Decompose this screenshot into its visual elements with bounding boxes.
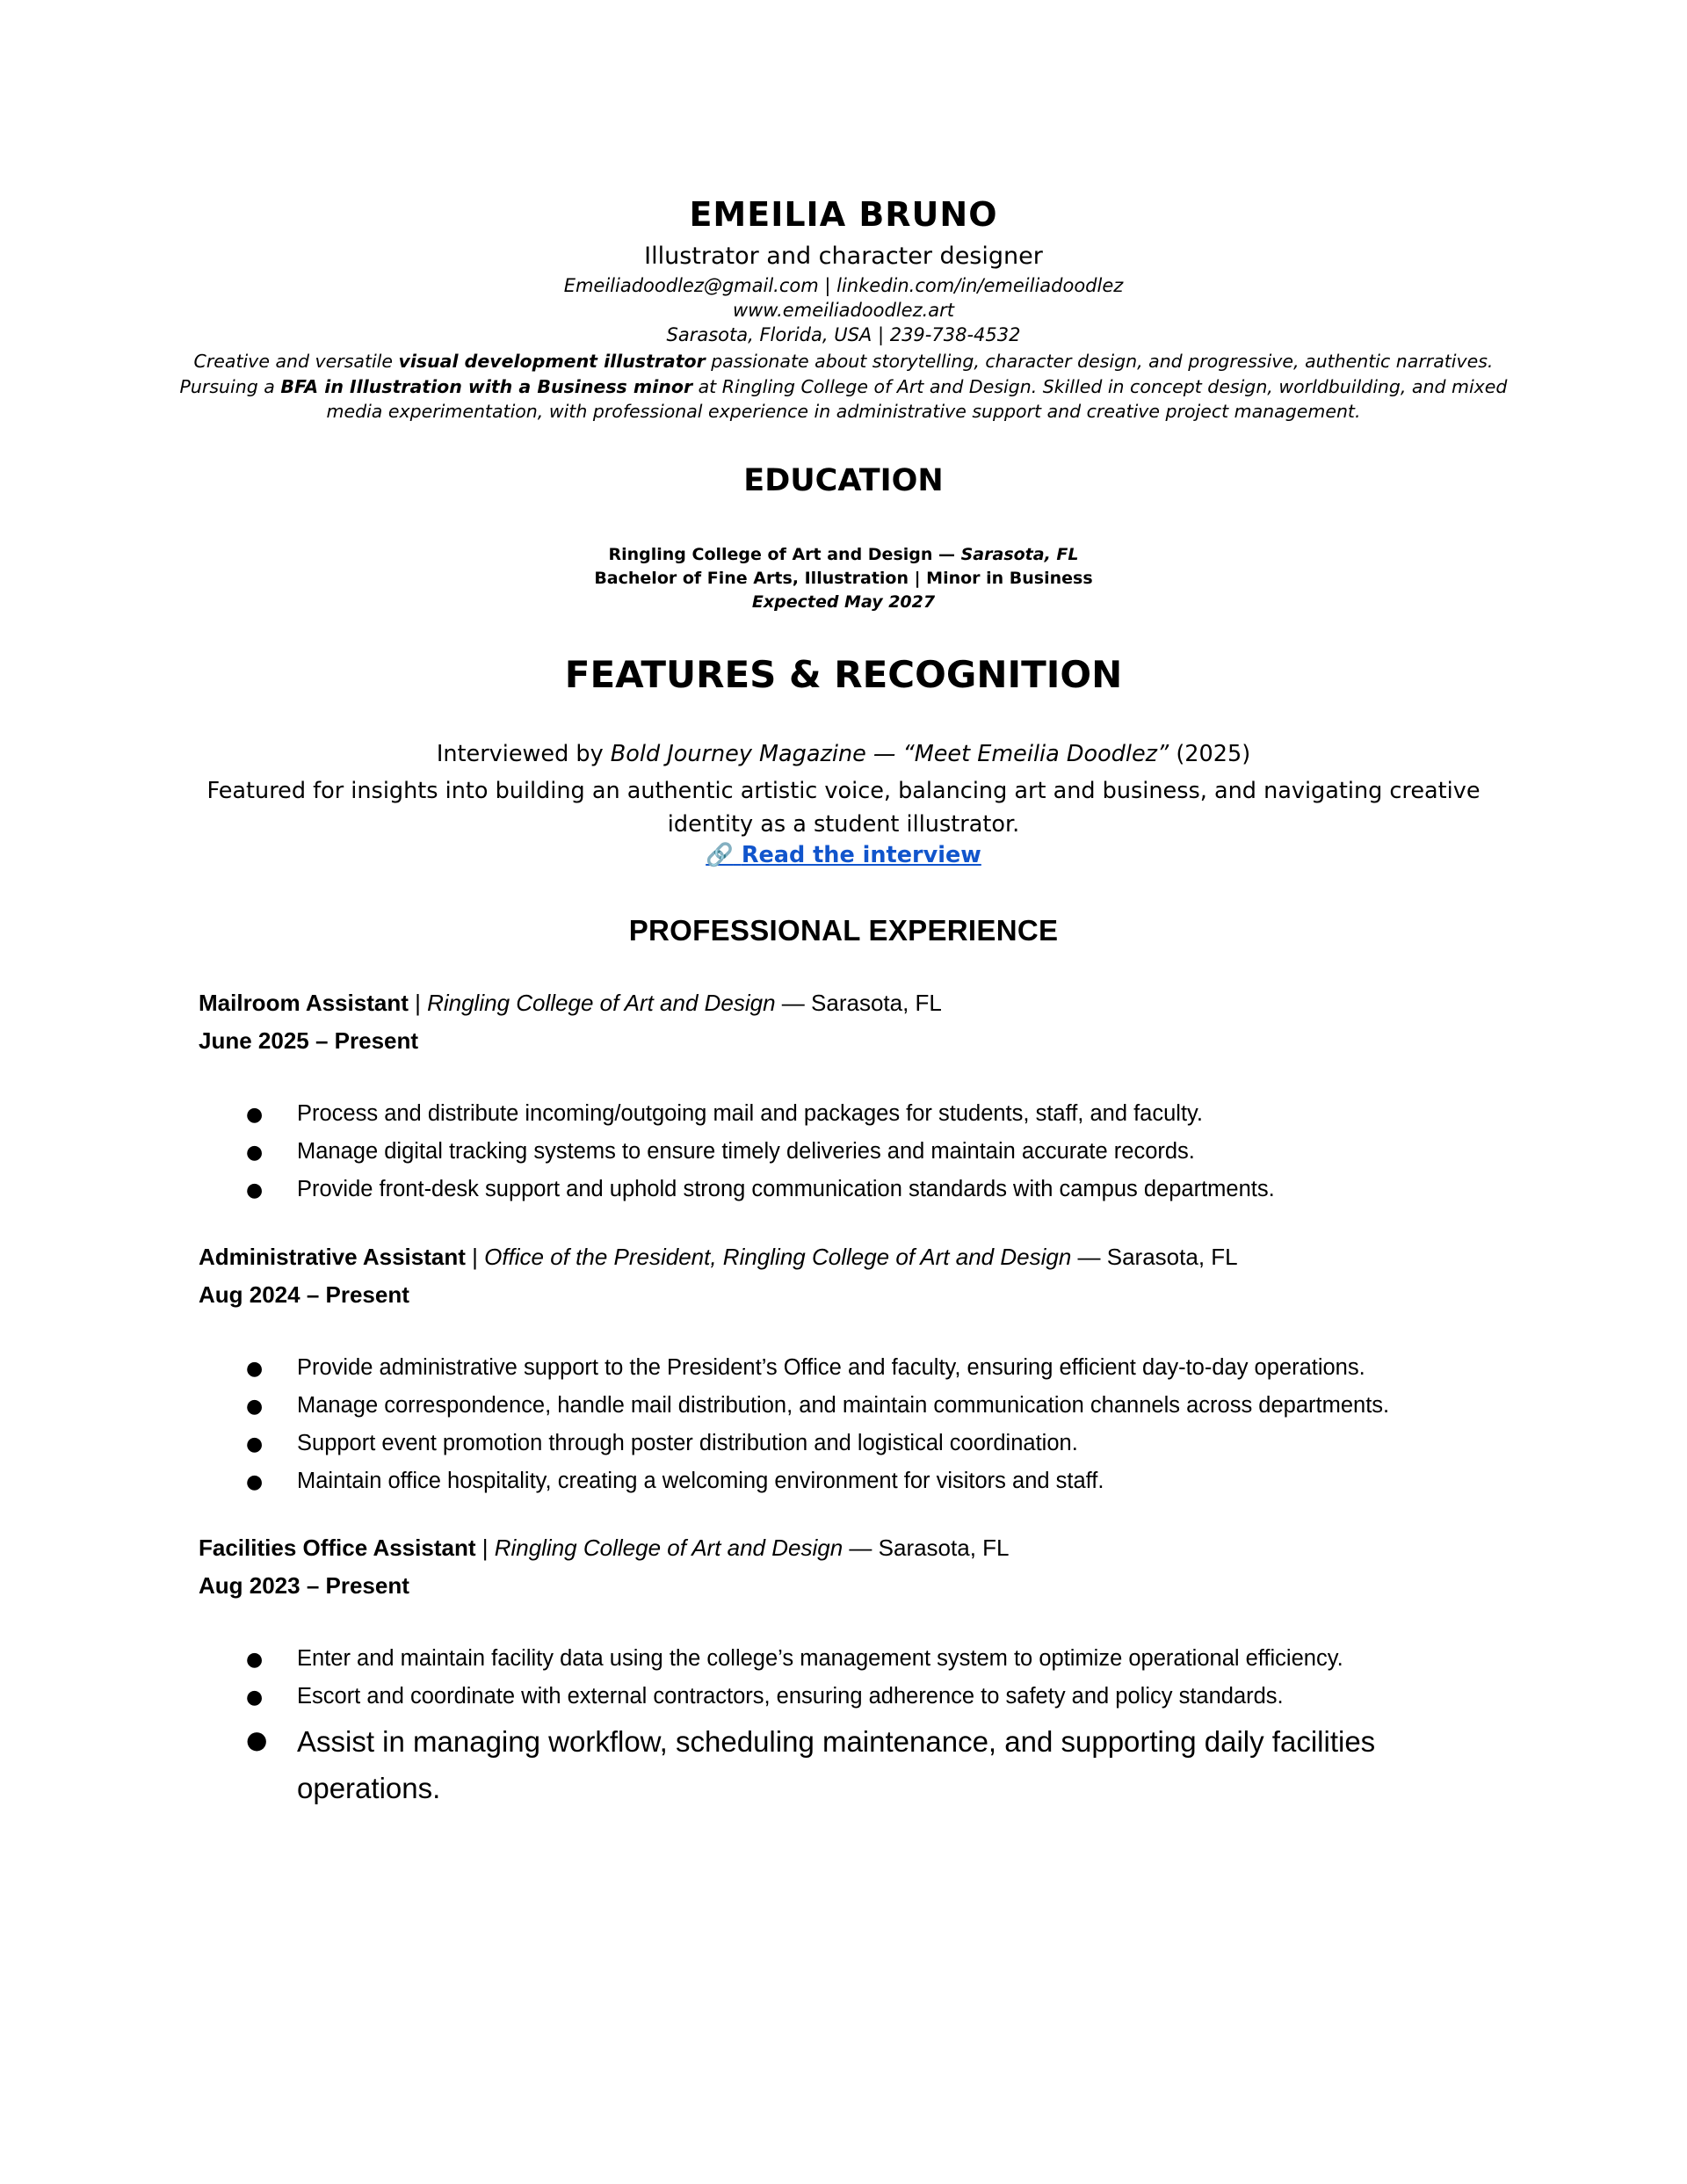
summary-emphasis: BFA in Illustration with a Business minor bbox=[280, 375, 693, 397]
job-title: Mailroom Assistant bbox=[199, 990, 409, 1016]
job-header bbox=[199, 1535, 1517, 1562]
candidate-name: EMEILIA BRUNO bbox=[689, 195, 998, 234]
list-item: Manage correspondence, handle mail distribution, and maintain communication channels across departments. bbox=[297, 1393, 1390, 1418]
education-degree: Bachelor of Fine Arts, Illustration | Minor in Business bbox=[594, 569, 1093, 588]
list-item: Support event promotion through poster distribution and logistical coordination. bbox=[297, 1431, 1078, 1455]
interview-year: (2025) bbox=[1169, 741, 1251, 767]
education-school bbox=[0, 545, 1687, 564]
link-label: Read the interview bbox=[741, 842, 981, 868]
education-expected-date: Expected May 2027 bbox=[751, 592, 936, 612]
bullet-icon: ● bbox=[246, 1687, 264, 1709]
contact-email-linkedin: Emeiliadoodlez@gmail.com | linkedin.com/in/emeiliadoodlez bbox=[563, 275, 1124, 296]
list-item: Provide front-desk support and uphold strong communication standards with campus departments. bbox=[297, 1177, 1275, 1201]
job-dash: — bbox=[843, 1535, 879, 1561]
features-heading: FEATURES & RECOGNITION bbox=[564, 653, 1123, 696]
education-heading: EDUCATION bbox=[743, 463, 944, 498]
job-dash: — bbox=[1071, 1244, 1107, 1270]
bullet-icon: ● bbox=[246, 1142, 264, 1164]
job-dates: Aug 2023 – Present bbox=[199, 1572, 409, 1599]
bullet-icon: ● bbox=[246, 1725, 268, 1754]
contact-website: www.emeiliadoodlez.art bbox=[732, 300, 955, 321]
bullet-icon: ● bbox=[246, 1471, 264, 1493]
job-title: Administrative Assistant bbox=[199, 1244, 466, 1270]
job-dates: Aug 2024 – Present bbox=[199, 1281, 409, 1308]
job-dash: — bbox=[775, 990, 812, 1016]
list-item: Maintain office hospitality, creating a welcoming environment for visitors and staff. bbox=[297, 1469, 1104, 1493]
list-item: Provide administrative support to the President’s Office and faculty, ensuring efficient day-to-day operations. bbox=[297, 1355, 1365, 1380]
job-location: Sarasota, FL bbox=[811, 990, 942, 1016]
bullet-icon: ● bbox=[246, 1104, 264, 1126]
job-dates: June 2025 – Present bbox=[199, 1027, 419, 1054]
job-organization: Office of the President, Ringling College of Art and Design bbox=[484, 1244, 1072, 1270]
summary-emphasis: visual development illustrator bbox=[398, 351, 706, 372]
job-title: Facilities Office Assistant bbox=[199, 1535, 476, 1561]
list-item: Process and distribute incoming/outgoing mail and packages for students, staff, and faculty. bbox=[297, 1101, 1203, 1126]
job-location: Sarasota, FL bbox=[878, 1535, 1010, 1561]
school-location: Sarasota, FL bbox=[960, 545, 1079, 564]
job-organization: Ringling College of Art and Design bbox=[427, 990, 776, 1016]
job-separator: | bbox=[475, 1535, 495, 1561]
experience-heading: PROFESSIONAL EXPERIENCE bbox=[628, 914, 1059, 947]
interview-prefix: Interviewed by bbox=[436, 741, 611, 767]
list-item: Manage digital tracking systems to ensure timely deliveries and maintain accurate records. bbox=[297, 1139, 1195, 1164]
job-header bbox=[199, 990, 1517, 1017]
list-item: Enter and maintain facility data using the college’s management system to optimize operational efficiency. bbox=[297, 1646, 1343, 1671]
interview-description: Featured for insights into building an authentic artistic voice, balancing art and business, and navigating creative identity as a student illustrator. bbox=[206, 778, 1481, 838]
job-separator: | bbox=[408, 990, 428, 1016]
read-interview-link[interactable] bbox=[176, 842, 1511, 868]
job-separator: | bbox=[465, 1244, 485, 1270]
bullet-icon: ● bbox=[246, 1358, 264, 1380]
interview-line bbox=[176, 741, 1511, 767]
list-item: Assist in managing workflow, scheduling maintenance, and supporting daily facilities operations. bbox=[297, 1725, 1376, 1804]
interview-outlet: Bold Journey Magazine — “Meet Emeilia Doodlez” bbox=[610, 741, 1169, 767]
bullet-icon: ● bbox=[246, 1649, 264, 1671]
link-icon: 🔗 bbox=[706, 842, 734, 868]
bullet-icon: ● bbox=[246, 1396, 264, 1418]
summary-text: at Ringling College of Art and Design. Skilled in concept design, worldbuilding, and mixed media experimentation, with professional experience in administrative support and creative project management. bbox=[326, 375, 1508, 422]
job-organization: Ringling College of Art and Design bbox=[494, 1535, 844, 1561]
contact-location-phone: Sarasota, Florida, USA | 239-738-4532 bbox=[666, 324, 1021, 345]
job-header bbox=[199, 1244, 1517, 1271]
summary-text: Creative and versatile bbox=[193, 351, 399, 372]
bullet-icon: ● bbox=[246, 1179, 264, 1201]
school-name: Ringling College of Art and Design — bbox=[608, 545, 961, 564]
list-item: Escort and coordinate with external contractors, ensuring adherence to safety and policy standards. bbox=[297, 1684, 1284, 1709]
profile-summary bbox=[176, 349, 1511, 424]
bullet-icon: ● bbox=[246, 1433, 264, 1455]
candidate-tagline: Illustrator and character designer bbox=[644, 243, 1043, 270]
summary-text: passionate about storytelling, character design, and progressive, authentic narratives. Pursuing a bbox=[179, 351, 1494, 397]
job-location: Sarasota, FL bbox=[1106, 1244, 1238, 1270]
